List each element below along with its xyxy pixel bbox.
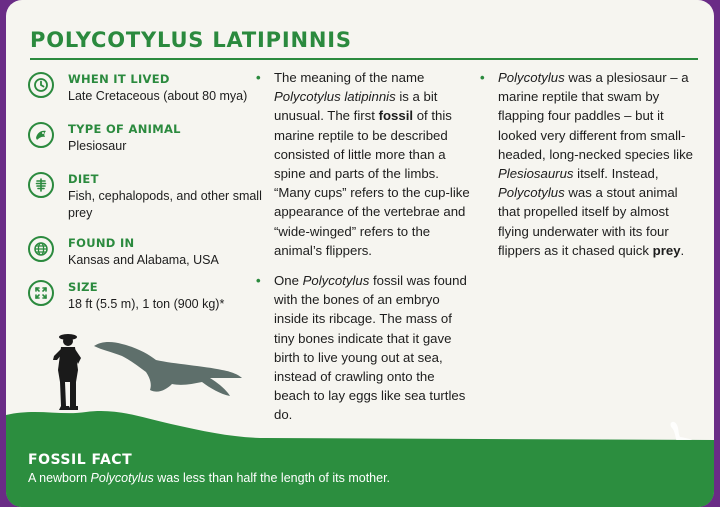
fact-value: Plesiosaur — [68, 139, 127, 153]
paragraph: • Polycotylus was a plesiosaur – a marine reptile that swam by flapping four paddles – but it looked very different from small-headed, long-necked species like Plesiosaurus itself. Instead, Polycotylus was a stout animal that propelled itself by almost flying underwater with its four flippers as it chased quick prey. — [480, 68, 698, 260]
footer-title: FOSSIL FACT — [28, 452, 133, 468]
fact-value: Kansas and Alabama, USA — [68, 253, 219, 267]
paragraph: • One Polycotylus fossil was found with the bones of an embryo inside its ribcage. The mass of tiny bones indicate that it gave birth to live young out at sea, instead of crawling onto the beach to lay eggs like sea turtles do. — [256, 271, 474, 425]
fact-label: TYPE OF ANIMAL — [68, 122, 181, 136]
title-divider — [30, 58, 698, 60]
fact-label: FOUND IN — [68, 236, 135, 250]
fact-value: 18 ft (5.5 m), 1 ton (900 kg)* — [68, 297, 225, 311]
text-column-2 — [480, 68, 698, 271]
fact-label: SIZE — [68, 280, 98, 294]
sea-reptile-silhouette — [94, 342, 242, 396]
page-title: POLYCOTYLUS LATIPINNIS — [30, 28, 352, 52]
fact-label: DIET — [68, 172, 99, 186]
fact-value: Fish, cephalopods, and other small prey — [68, 189, 262, 220]
fossil-icon — [28, 122, 54, 148]
globe-icon — [28, 236, 54, 262]
paragraph: • The meaning of the name Polycotylus latipinnis is a bit unusual. The first fossil of this marine reptile to be described consisted of little more than a spine and parts of the limbs. “Many cups” refers to the cup-like appearance of the vertebrae and “wide-winged” refers to the animal’s flippers. — [256, 68, 474, 260]
fact-card — [6, 0, 714, 507]
fish-bones-icon — [28, 172, 54, 198]
human-silhouette — [53, 334, 81, 410]
fact-value: Late Cretaceous (about 80 mya) — [68, 89, 248, 103]
resize-arrows-icon — [28, 280, 54, 306]
fossil-fact-footer — [6, 440, 714, 507]
footer-text: A newborn Polycotylus was less than half the length of its mother. — [28, 471, 391, 485]
clock-icon — [28, 72, 54, 98]
fact-label: WHEN IT LIVED — [68, 72, 170, 86]
